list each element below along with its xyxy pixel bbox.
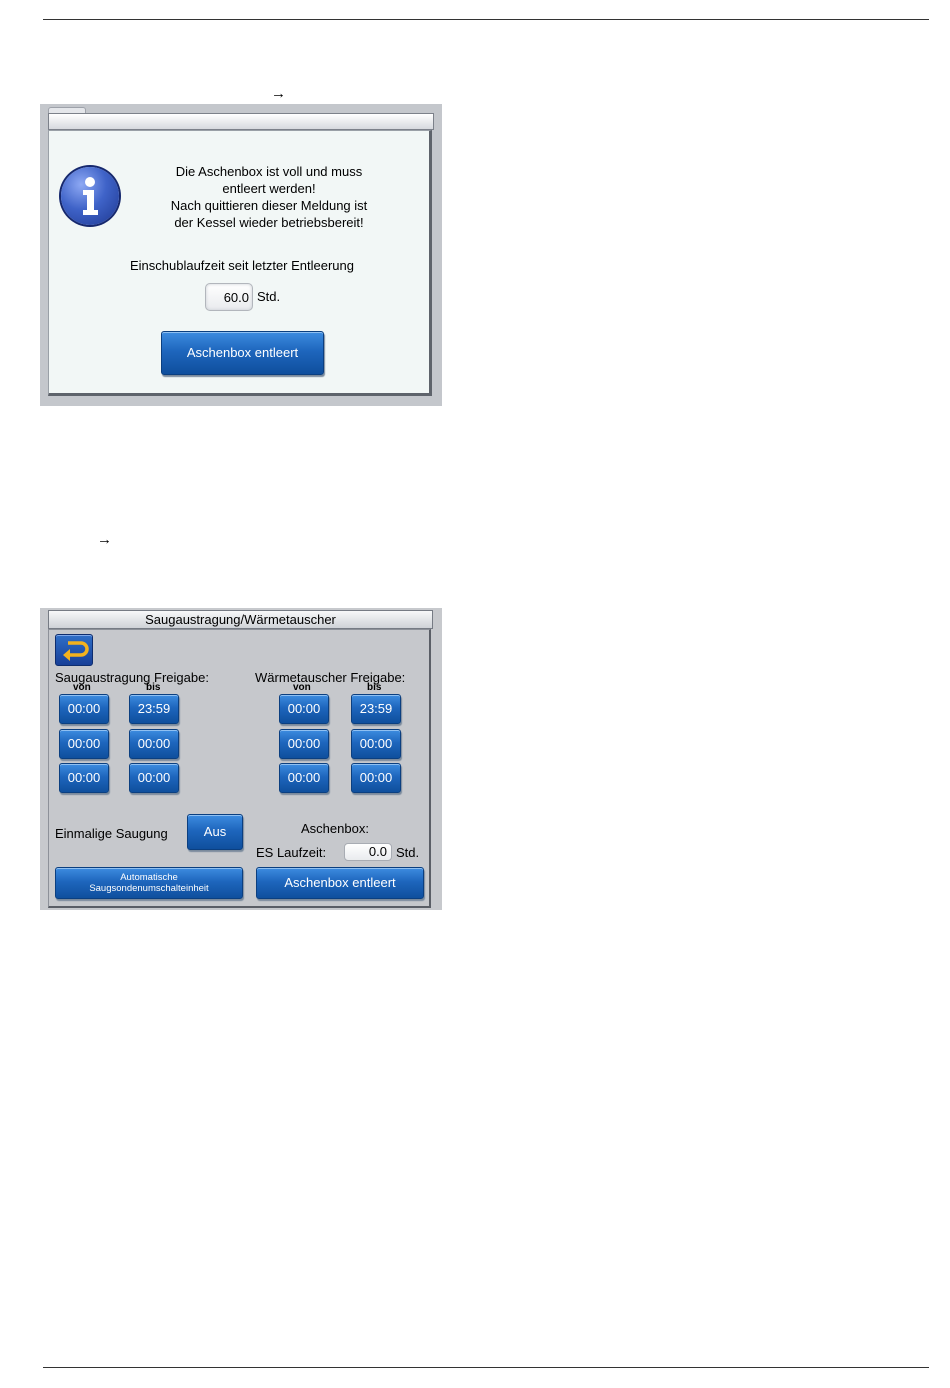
- ashbox-label: Aschenbox:: [301, 821, 369, 836]
- heat-exchanger-from-time-1[interactable]: 00:00: [279, 694, 329, 724]
- heat-exchanger-from-label: von: [293, 682, 311, 693]
- dialog-panel: [48, 130, 432, 396]
- heat-exchanger-from-time-3[interactable]: 00:00: [279, 763, 329, 793]
- message-line: der Kessel wieder betriebsbereit!: [174, 215, 364, 230]
- back-button[interactable]: [55, 634, 93, 666]
- suction-from-time-1[interactable]: 00:00: [59, 694, 109, 724]
- suction-from-time-3[interactable]: 00:00: [59, 763, 109, 793]
- auto-probe-switch-button[interactable]: [55, 867, 243, 899]
- suction-heat-exchanger-screen: [40, 608, 442, 910]
- heat-exchanger-to-time-3[interactable]: 00:00: [351, 763, 401, 793]
- message-line: Die Aschenbox ist voll und muss: [175, 164, 363, 179]
- es-runtime-unit: Std.: [396, 845, 420, 860]
- one-time-suction-toggle[interactable]: Aus: [187, 814, 243, 850]
- runtime-unit: Std.: [257, 289, 281, 304]
- heat-exchanger-from-time-2[interactable]: 00:00: [279, 729, 329, 759]
- suction-from-label: von: [73, 682, 91, 693]
- auto-probe-switch-line1: Automatische: [120, 872, 178, 883]
- message-line: Nach quittieren dieser Meldung ist: [170, 198, 368, 213]
- header-rule: [43, 19, 929, 20]
- es-runtime-label: ES Laufzeit:: [256, 845, 327, 860]
- ashbox-full-dialog-screen: [40, 104, 442, 406]
- info-icon: [61, 167, 119, 225]
- suction-to-time-1[interactable]: 23:59: [129, 694, 179, 724]
- suction-to-time-3[interactable]: 00:00: [129, 763, 179, 793]
- back-arrow-icon: [56, 635, 94, 667]
- settings-panel: [48, 629, 431, 908]
- suction-from-time-2[interactable]: 00:00: [59, 729, 109, 759]
- ashbox-emptied-button[interactable]: Aschenbox entleert: [256, 867, 424, 899]
- suction-to-label: bis: [146, 682, 161, 693]
- arrow-icon: →: [271, 85, 286, 102]
- dialog-titlebar: [48, 113, 434, 130]
- auto-probe-switch-line2: Saugsondenumschalteinheit: [89, 883, 209, 894]
- dialog-message: [119, 163, 419, 231]
- page-title: Saugaustragung/Wärmetauscher: [48, 610, 433, 629]
- heat-exchanger-release-label: Wärmetauscher Freigabe:: [255, 670, 406, 685]
- ashbox-emptied-button[interactable]: Aschenbox entleert: [161, 331, 324, 375]
- message-line: entleert werden!: [222, 181, 316, 196]
- arrow-icon: →: [97, 531, 112, 548]
- suction-to-time-2[interactable]: 00:00: [129, 729, 179, 759]
- runtime-label: Einschublaufzeit seit letzter Entleerung: [129, 258, 354, 273]
- heat-exchanger-to-label: bis: [367, 682, 382, 693]
- one-time-suction-label: Einmalige Saugung: [55, 826, 168, 841]
- heat-exchanger-to-time-2[interactable]: 00:00: [351, 729, 401, 759]
- runtime-value-field: 60.0: [205, 283, 253, 311]
- suction-release-label: Saugaustragung Freigabe:: [55, 670, 209, 685]
- footer-rule: [43, 1367, 929, 1368]
- heat-exchanger-to-time-1[interactable]: 23:59: [351, 694, 401, 724]
- es-runtime-value-field: 0.0: [344, 843, 392, 861]
